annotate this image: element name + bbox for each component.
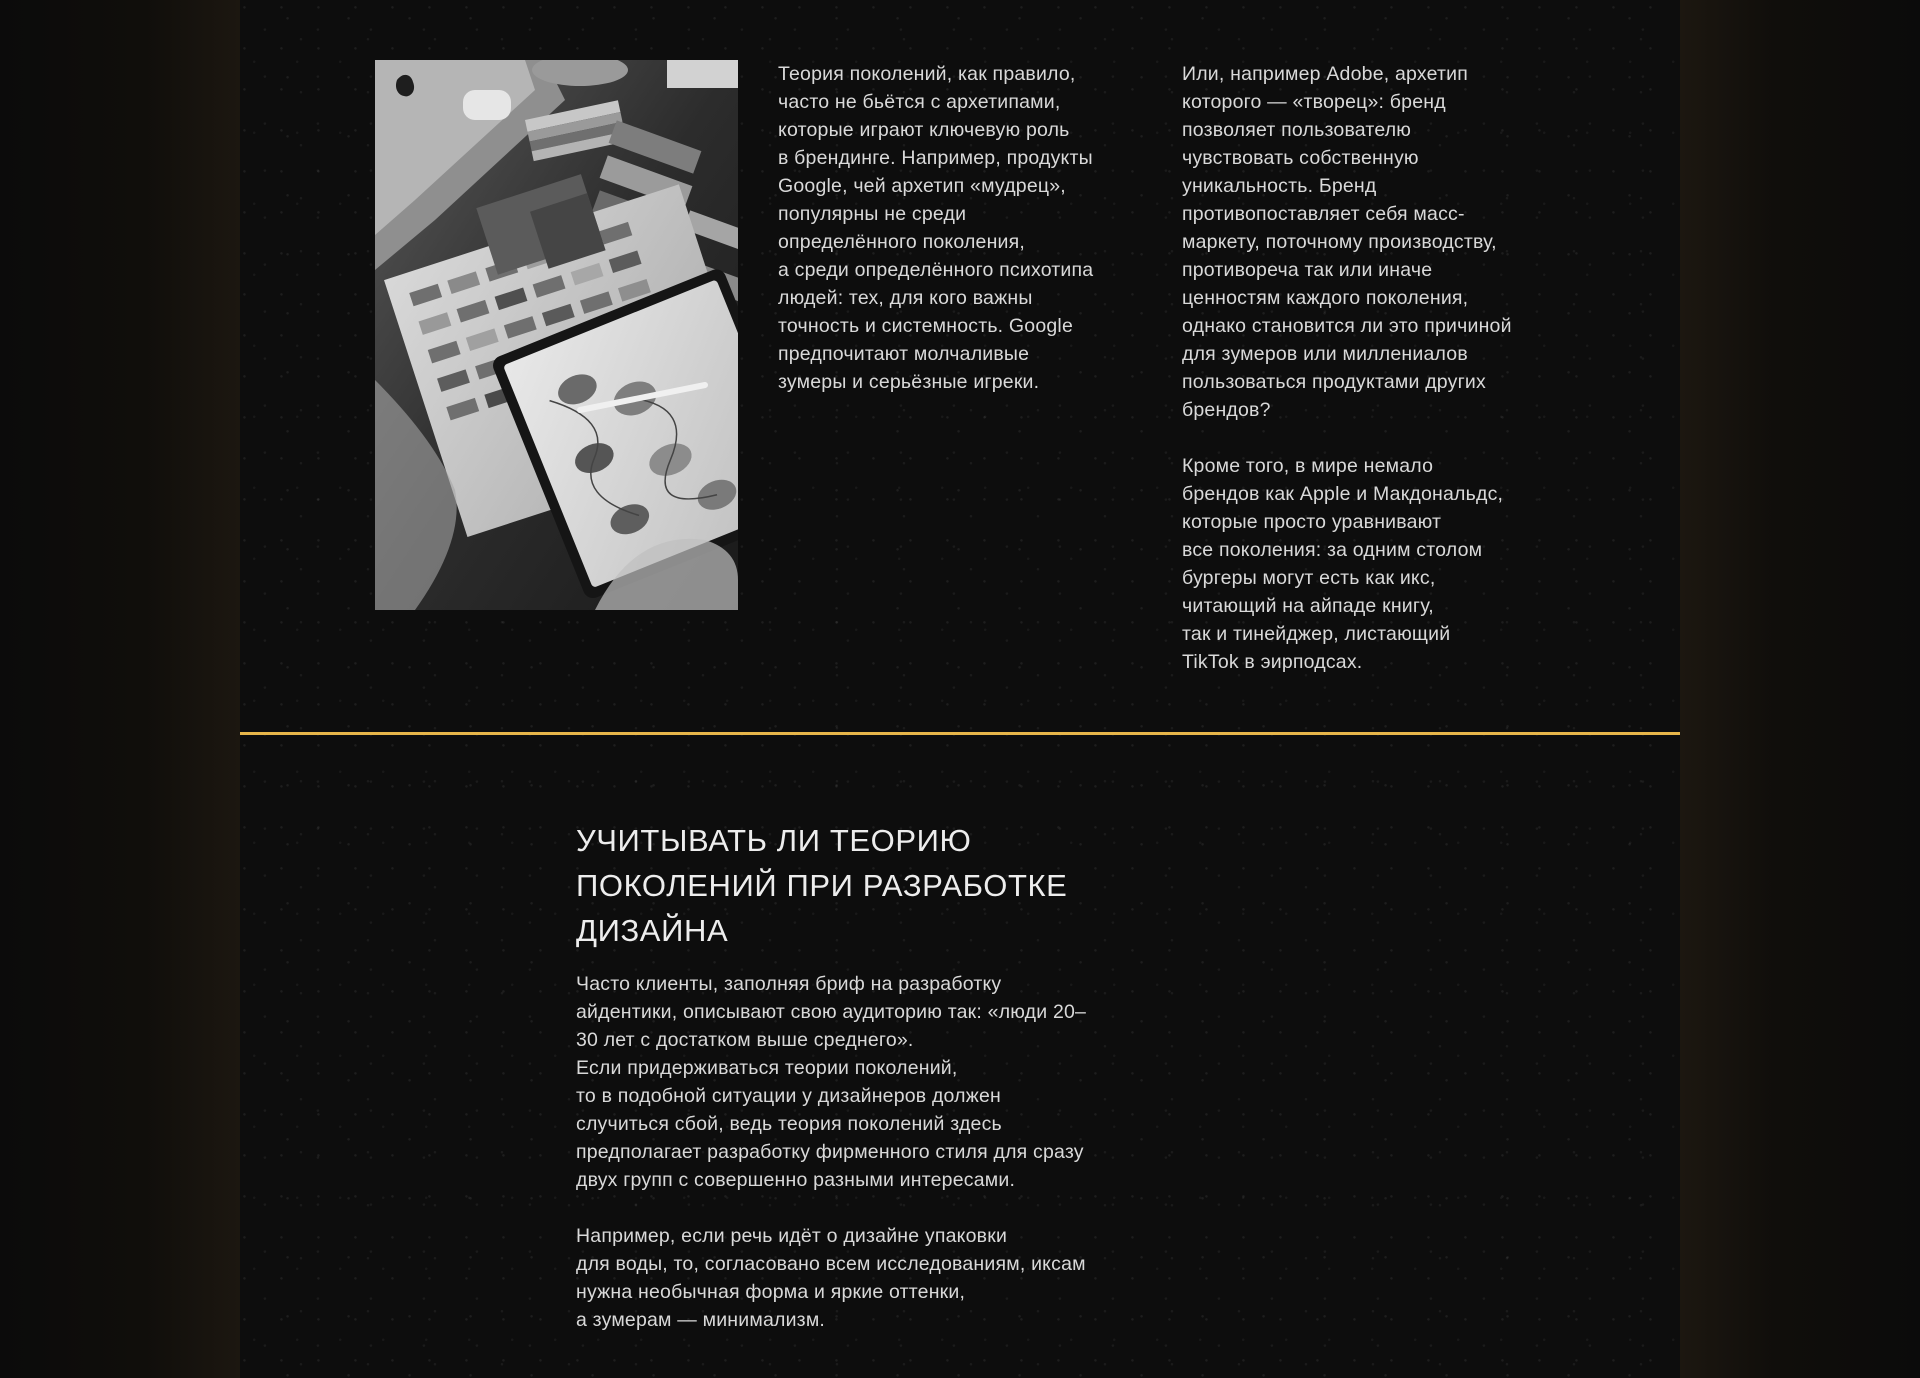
article-content	[240, 0, 1680, 1378]
section-body-text: Часто клиенты, заполняя бриф на разработку айдентики, описывают свою аудиторию так: «люди 20– 30 лет с достатком выше среднего». Если придерживаться теории поколений, то в подобной ситуации у дизайнеров должен случиться сбой, ведь теория поколений здесь предполагает разработку фирменного стиля для сразу двух групп с совершенно разными интересами. Например, если речь идёт о дизайне упаковки для воды, то, согласовано всем исследованиям, иксам нужна необычная форма и яркие оттенки, а зумерам — минимализм.	[576, 973, 1087, 1331]
section-divider	[240, 732, 1680, 735]
left-gutter	[0, 0, 240, 1378]
section-heading: УЧИТЫВАТЬ ЛИ ТЕОРИЮ ПОКОЛЕНИЙ ПРИ РАЗРАБОТКЕ ДИЗАЙНА	[576, 823, 1068, 948]
design-workspace-photo	[375, 60, 738, 610]
photo-illustration	[375, 60, 738, 610]
article-text-column-2: Или, например Adobe, архетип которого — «творец»: бренд позволяет пользователю чувствовать собственную уникальность. Бренд противопоставляет себя масс- маркету, поточному производству, противореча так или иначе ценностям каждого поколения, однако становится ли это причиной для зумеров или миллениалов пользоваться продуктами других брендов? Кроме того, в мире немало брендов как Apple и Макдональдс, которые просто уравнивают все поколения: за одним столом бургеры могут есть как икс, читающий на айпаде книгу, так и тинейджер, листающий TikTok в эирподсах.	[1182, 63, 1512, 673]
article-text-column-1: Теория поколений, как правило, часто не бьётся с архетипами, которые играют ключевую роль в брендинге. Например, продукты Google, чей архетип «мудрец», популярны не среди определённого поколения, а среди определённого психотипа людей: тех, для кого важны точность и системность. Google предпочитают молчаливые зумеры и серьёзные игреки.	[778, 63, 1094, 393]
right-gutter	[1680, 0, 1920, 1378]
